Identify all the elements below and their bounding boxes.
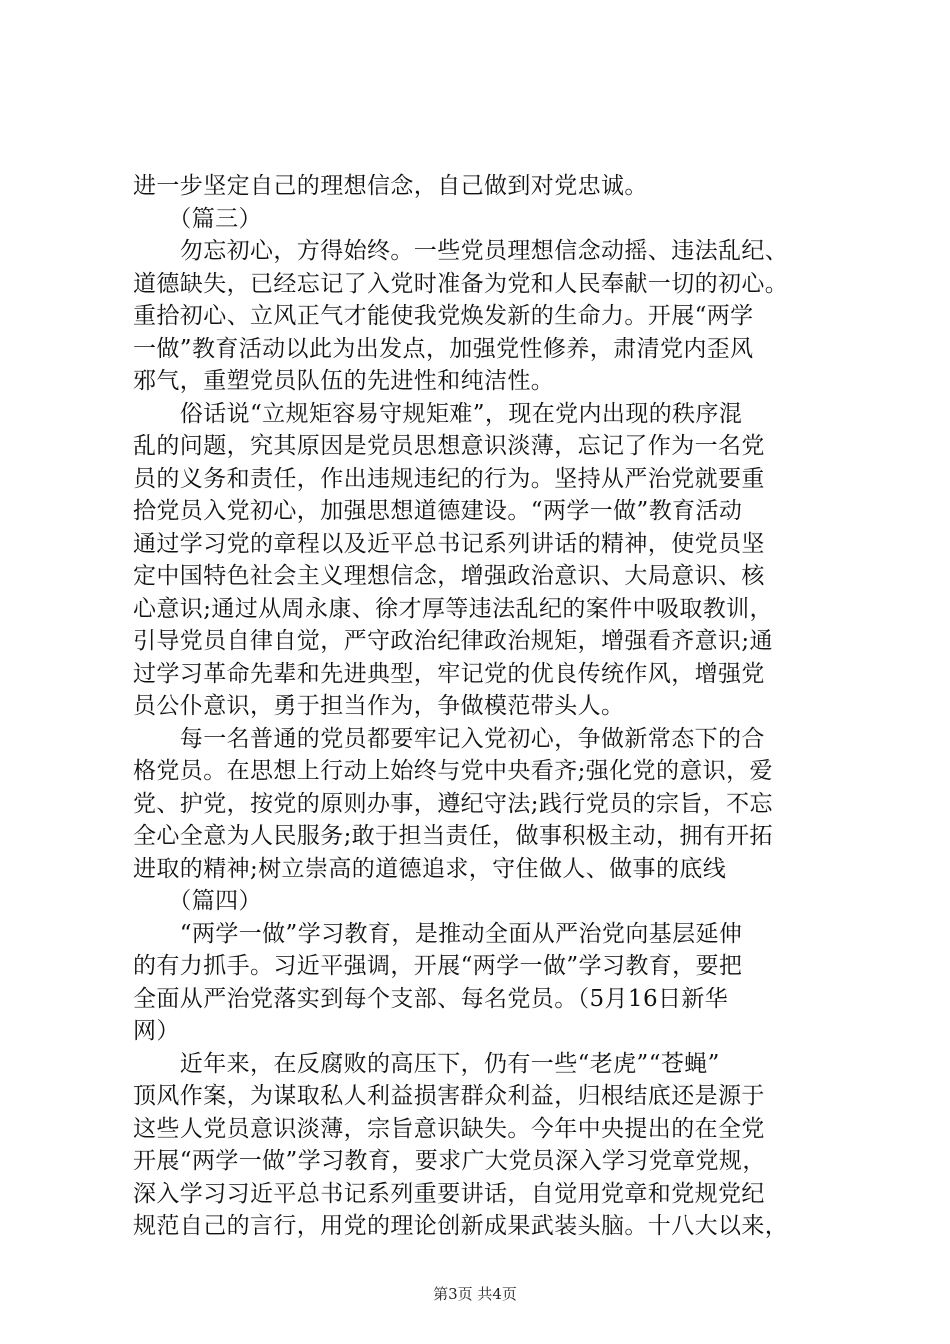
text-line: 深入学习习近平总书记系列重要讲话，自觉用党章和党规党纪 (133, 1180, 765, 1207)
text-line: （篇三） (133, 205, 262, 232)
text-line: 的有力抓手。习近平强调，开展“两学一做”学习教育，要把 (133, 953, 743, 979)
text-line: 道德缺失，已经忘记了入党时准备为党和人民奉献一切的初心。 (133, 270, 789, 297)
text-line: 近年来，在反腐败的高压下，仍有一些“老虎”“苍蝇” (133, 1050, 720, 1077)
text-line: 开展“两学一做”学习教育，要求广大党员深入学习党章党规， (133, 1148, 766, 1174)
text-line: 员公仆意识，勇于担当作为，争做模范带头人。 (133, 693, 625, 719)
text-line: 定中国特色社会主义理想信念，增强政治意识、大局意识、核 (133, 563, 765, 589)
text-line: 进取的精神;树立崇高的道德追求，守住做人、做事的底线 (133, 855, 727, 882)
text-line: 网） (133, 1018, 180, 1044)
text-line: “两学一做”学习教育，是推动全面从严治党向基层延伸 (133, 920, 743, 947)
text-line: 全心全意为人民服务;敢于担当责任，做事积极主动，拥有开拓 (133, 823, 773, 849)
text-line: 进一步坚定自己的理想信念，自己做到对党忠诚。 (133, 173, 648, 199)
page-footer: 第3页 共4页 (433, 1285, 517, 1303)
text-line: 引导党员自律自觉，严守政治纪律政治规矩，增强看齐意识;通 (133, 628, 773, 654)
text-line: 勿忘初心，方得始终。一些党员理想信念动摇、违法乱纪、 (133, 238, 789, 264)
text-line: 顶风作案，为谋取私人利益损害群众利益，归根结底还是源于 (133, 1083, 765, 1109)
text-line: 这些人党员意识淡薄，宗旨意识缺失。今年中央提出的在全党 (133, 1115, 765, 1142)
text-line: 格党员。在思想上行动上始终与党中央看齐;强化党的意识，爱 (133, 758, 773, 784)
text-line: 党、护党，按党的原则办事，遵纪守法;践行党员的宗旨，不忘 (133, 790, 773, 817)
text-line: 过学习革命先辈和先进典型，牢记党的优良传统作风，增强党 (133, 660, 765, 687)
text-line: 俗话说“立规矩容易守规矩难”，现在党内出现的秩序混 (133, 400, 743, 427)
text-line: 每一名普通的党员都要牢记入党初心，争做新常态下的合 (133, 725, 765, 752)
text-line: 通过学习党的章程以及近平总书记系列讲话的精神，使党员坚 (133, 530, 765, 557)
text-line: 心意识;通过从周永康、徐才厚等违法乱纪的案件中吸取教训， (133, 595, 773, 622)
text-line: 一做”教育活动以此为出发点，加强党性修养，肃清党内歪风 (133, 335, 754, 362)
text-line: 员的义务和责任，作出违规违纪的行为。坚持从严治党就要重 (133, 465, 765, 492)
text-line: 规范自己的言行，用党的理论创新成果武装头脑。十八大以来， (133, 1213, 789, 1239)
text-line: 全面从严治党落实到每个支部、每名党员。（5月16日新华 (133, 985, 729, 1012)
text-line: 重拾初心、立风正气才能使我党焕发新的生命力。开展“两学 (133, 303, 754, 329)
text-line: 拾党员入党初心，加强思想道德建设。“两学一做”教育活动 (133, 498, 743, 524)
text-line: （篇四） (133, 888, 262, 914)
text-line: 邪气，重塑党员队伍的先进性和纯洁性。 (133, 368, 555, 394)
document-body (133, 170, 833, 1243)
text-line: 乱的问题，究其原因是党员思想意识淡薄，忘记了作为一名党 (133, 433, 765, 459)
